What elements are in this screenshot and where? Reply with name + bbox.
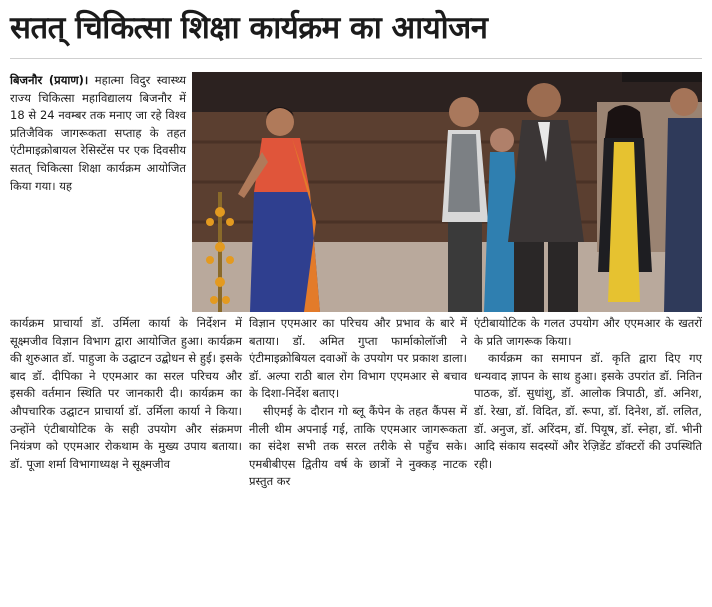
event-photo xyxy=(192,72,702,312)
headline-divider xyxy=(10,58,702,59)
opening-text: महात्मा विदुर स्वास्थ्य राज्य चिकित्सा महाविद्यालय बिजनौर में 18 से 24 नवम्बर तक मनाए जा रहे विश्व प्रतिजैविक जागरूकता सप्ताह के तहत एंटीमाइक्रोबायल रेसिस्टेंस पर एक दिवसीय सतत् चिकित्सा शिक्षा कार्यक्रम आयोजित किया गया। यह xyxy=(10,73,186,193)
article-column-1 xyxy=(10,315,242,473)
article-column-3 xyxy=(474,315,702,473)
dateline: बिजनौर (प्रयाण)। xyxy=(10,73,89,87)
column-1-paragraph: कार्यक्रम प्राचार्या डॉ. उर्मिला कार्या के निर्देशन में सूक्ष्मजीव विज्ञान विभाग द्वारा आयोजित हुआ। कार्यक्रम की शुरुआत डॉ. पाहुजा के उद्घाटन उद्बोधन से हुई। इसके बाद डॉ. दीपिका ने एएमआर का सरल परिचय और इसकी वर्तमान स्थिति पर जानकारी दी। कार्यक्रम का औपचारिक उद्घाटन प्राचार्या डॉ. उर्मिला कार्या ने किया। उन्होंने एंटीबायोटिक के सही उपयोग और संक्रमण नियंत्रण को एएमआर रोकथाम के मुख्य उपाय बताया। डॉ. पूजा शर्मा विभागाध्यक्ष ने सूक्ष्मजीव xyxy=(10,316,242,471)
article-column-1-top xyxy=(10,72,186,195)
column-3-paragraph-2: कार्यक्रम का समापन डॉ. कृति द्वारा दिए गए धन्यवाद ज्ञापन के साथ हुआ। इसके उपरांत डॉ. नितिन पाठक, डॉ. सुधांशु, डॉ. आलोक त्रिपाठी, डॉ. अनिश, डॉ. रेखा, डॉ. विदित, डॉ. रूपा, डॉ. दिनेश, डॉ. ललित, डॉ. अनुज, डॉ. अरिंदम, डॉ. पियूष, डॉ. स्नेहा, डॉ. भीनी आदि संकाय सदस्यों और रेज़िडेंट डॉक्टरों की उपस्थिति रही। xyxy=(474,351,702,471)
article-column-2 xyxy=(249,315,467,491)
column-3-paragraph-1: एंटीबायोटिक के गलत उपयोग और एएमआर के खतरों के प्रति जागरूक किया। xyxy=(474,316,702,348)
column-2-paragraph-1: विज्ञान एएमआर का परिचय और प्रभाव के बारे में बताया। डॉ. अमित गुप्ता फार्माकोलॉजी ने एंटीमाइक्रोबियल दवाओं के उपयोग पर प्रकाश डाला। डॉ. अल्पा राठी बाल रोग विभाग एएमआर से बचाव के दिशा-निर्देश बताए। xyxy=(249,316,467,401)
headline: सतत् चिकित्सा शिक्षा कार्यक्रम का आयोजन xyxy=(10,10,488,46)
opening-paragraph xyxy=(10,72,186,195)
column-2-paragraph-2: सीएमई के दौरान गो ब्लू कैंपेन के तहत कैंपस में नीली थीम अपनाई गई, ताकि एएमआर जागरूकता का संदेश सभी तक सरल तरीके से पहुँच सके। एमबीबीएस द्वितीय वर्ष के छात्रों ने नुक्कड़ नाटक प्रस्तुत कर xyxy=(249,403,467,489)
